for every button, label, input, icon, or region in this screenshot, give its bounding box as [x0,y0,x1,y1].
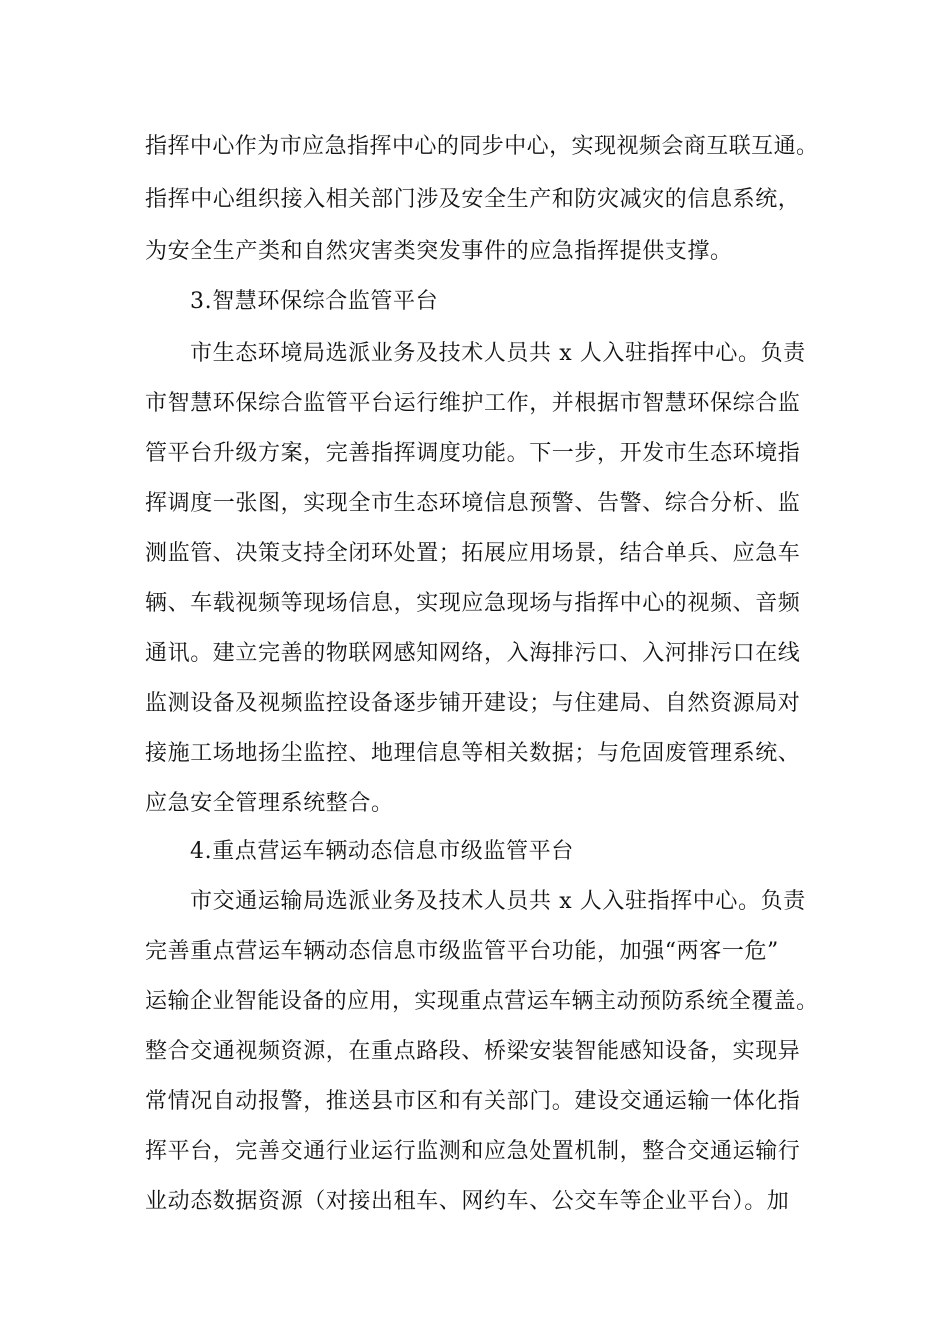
text-line: 挥调度一张图，实现全市生态环境信息预警、告警、综合分析、监 [145,491,801,516]
text-line: 完善重点营运车辆动态信息市级监管平台功能，加强“两客一危” [145,939,779,964]
text-line: 应急安全管理系统整合。 [145,791,394,816]
text-line: 监测设备及视频监控设备逐步铺开建设；与住建局、自然资源局对 [145,691,801,716]
text-line: 管平台升级方案，完善指挥调度功能。下一步，开发市生态环境指 [145,441,801,466]
text-line: 为安全生产类和自然灾害类突发事件的应急指挥提供支撑。 [145,239,733,264]
section-heading: 3.智慧环保综合监管平台 [190,289,439,314]
text-line: 市生态环境局选派业务及技术人员共 x 人入驻指挥中心。负责 [190,341,806,366]
text-line: 指挥中心组织接入相关部门涉及安全生产和防灾减灾的信息系统， [145,187,801,212]
text-line: 市交通运输局选派业务及技术人员共 x 人入驻指挥中心。负责 [190,889,806,914]
text-line: 辆、车载视频等现场信息，实现应急现场与指挥中心的视频、音频 [145,591,801,616]
text-line: 运输企业智能设备的应用，实现重点营运车辆主动预防系统全覆盖。 [145,989,819,1014]
text-line: 业动态数据资源（对接出租车、网约车、公交车等企业平台）。加 [145,1189,790,1214]
text-line: 测监管、决策支持全闭环处置；拓展应用场景，结合单兵、应急车 [145,541,801,566]
text-line: 整合交通视频资源，在重点路段、桥梁安装智能感知设备，实现异 [145,1039,801,1064]
text-line: 挥平台，完善交通行业运行监测和应急处置机制，整合交通运输行 [145,1139,801,1164]
section-heading: 4.重点营运车辆动态信息市级监管平台 [190,839,574,864]
text-line: 通讯。建立完善的物联网感知网络，入海排污口、入河排污口在线 [145,641,801,666]
text-line: 市智慧环保综合监管平台运行维护工作，并根据市智慧环保综合监 [145,391,801,416]
text-line: 接施工场地扬尘监控、地理信息等相关数据；与危固废管理系统、 [145,741,801,766]
text-line: 指挥中心作为市应急指挥中心的同步中心，实现视频会商互联互通。 [145,134,819,159]
text-line: 常情况自动报警，推送县市区和有关部门。建设交通运输一体化指 [145,1089,801,1114]
